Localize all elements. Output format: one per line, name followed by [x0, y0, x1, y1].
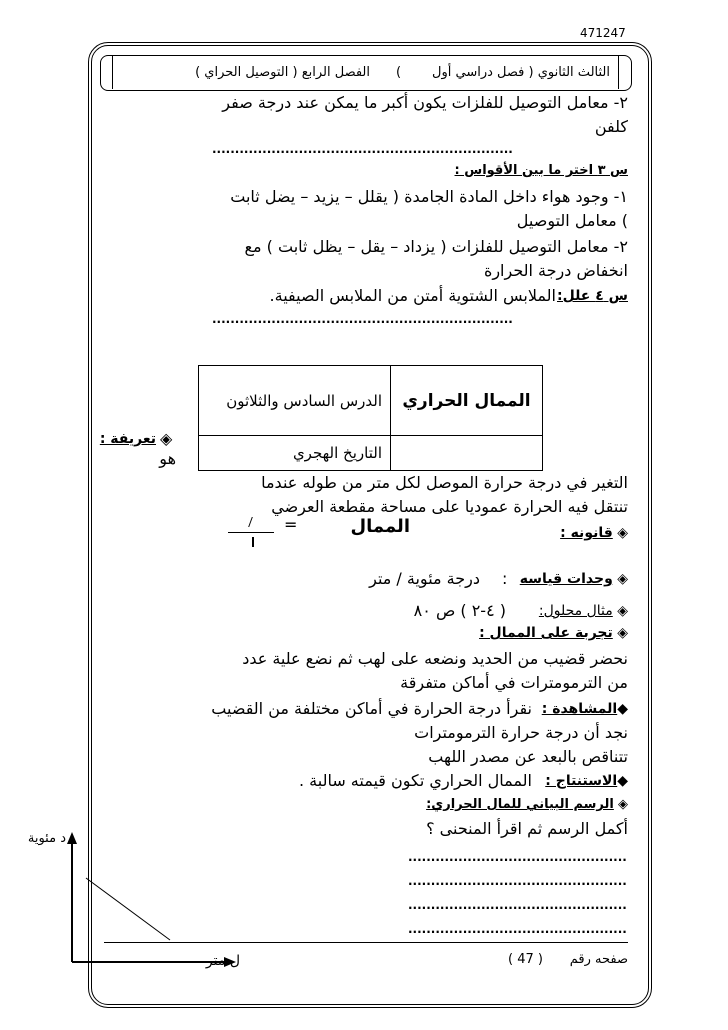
q3-item1-line2: ) معامل التوصيل	[516, 211, 628, 230]
observation-label: المشاهدة :	[541, 701, 618, 717]
q3-item1-line1: ١- وجود هواء داخل المادة الجامدة ( يقلل – يزيد – يضل ثابت	[230, 187, 628, 206]
q2-line2: كلفن	[594, 117, 628, 136]
graph-axes	[0, 830, 728, 1030]
q2-line1: ٢- معامل التوصيل للفلزات يكون أكبر ما يمكن عند درجة صفر	[222, 93, 628, 112]
definition-line1: التغير في درجة حرارة الموصل لكل متر من طوله عندما	[261, 473, 628, 492]
header-paren: (	[396, 65, 402, 80]
conclusion-label: الاستنتاج :	[545, 773, 618, 789]
scroll-curl-right	[618, 55, 631, 89]
y-axis-arrow-icon	[67, 832, 77, 844]
units-value: درجة مئوية / متر	[369, 569, 480, 588]
diamond-icon: ◈	[612, 571, 628, 587]
x-axis-label: ل متر	[205, 953, 240, 969]
graph-dots-2: ................................................	[408, 874, 627, 888]
header-left-text: الفصل الرابع ( التوصيل الحراي )	[195, 65, 370, 80]
lesson-number-cell	[199, 366, 391, 436]
observation-line3: تتناقص بالبعد عن مصدر اللهب	[428, 747, 628, 766]
diamond-icon: ◈	[613, 797, 628, 812]
units-label: وحدات قياسه	[519, 571, 613, 587]
definition-label: تعريفة :	[99, 431, 156, 447]
units-colon: :	[502, 569, 508, 588]
lesson-title: الممال الحراري	[402, 390, 531, 411]
q4-label: س ٤ علل:	[557, 288, 628, 304]
footer-page-label: صفحه رقم	[569, 952, 628, 967]
example-row	[510, 600, 628, 622]
lesson-title-cell	[391, 366, 543, 436]
graph-dots-4: ................................................	[408, 922, 627, 936]
date-label: التاريخ الهجري	[292, 444, 382, 462]
law-term: الممال	[350, 516, 410, 537]
footer-page-value: ( 47 )	[508, 952, 543, 967]
example-value: ( ٤-٢ ) ص ٨٠	[413, 601, 506, 620]
experiment-line1: نحضر قضيب من الحديد ونضعه على لهب ثم نضع علية عدد	[242, 649, 628, 668]
graph-prompt: أكمل الرسم ثم اقرأ المنحنى ؟	[426, 819, 628, 838]
fraction-bar	[228, 532, 274, 533]
header-right-text: الثالث الثانوي ( فصل دراسي أول	[432, 65, 610, 80]
q3-item2-line2: انخفاض درجة الحرارة	[483, 261, 628, 280]
conclusion-row	[536, 770, 628, 792]
graph-curve-line	[86, 878, 170, 940]
law-row	[560, 522, 628, 544]
fraction-denominator-mark	[252, 537, 254, 547]
definition-diamond-icon: ◈	[160, 429, 173, 448]
conclusion-text: الممال الحراري تكون قيمته سالبة .	[298, 771, 532, 790]
bullet-icon: ◆	[617, 701, 628, 717]
bullet-icon: ◆	[617, 773, 628, 789]
page-number-top: 471247	[580, 26, 626, 40]
q3-item2-line1: ٢- معامل التوصيل للفلزات ( يزداد – يقل – يظل ثابت ) مع	[244, 237, 628, 256]
example-label: مثال محلول:	[538, 603, 613, 619]
answer-dots-1: ..................................................................	[212, 142, 513, 156]
observation-line2: نجد أن درجة حرارة الترمومترات	[414, 723, 628, 742]
footer-divider	[104, 942, 628, 943]
experiment-row	[460, 622, 628, 644]
observation-line1: نقرأ درجة الحرارة في أماكن مختلفة من القضيب	[211, 699, 532, 718]
experiment-label: تجربة على الممال :	[479, 625, 613, 641]
answer-dots-2: ..................................................................	[212, 312, 513, 326]
graph-label: الرسم البياني للمال الحراري:	[426, 797, 614, 812]
lesson-table	[198, 365, 543, 471]
graph-row	[400, 796, 628, 814]
scroll-curl-left	[100, 55, 113, 89]
lesson-number: الدرس السادس والثلاثون	[226, 391, 382, 410]
law-label: قانونه :	[560, 525, 613, 541]
date-cell	[199, 436, 391, 471]
y-axis-label: د مئوية	[27, 831, 66, 846]
diamond-icon: ◈	[612, 603, 628, 619]
date-value-cell	[391, 436, 543, 471]
definition-word: هو	[159, 449, 176, 468]
graph-dots-1: ................................................	[408, 850, 627, 864]
q4-text: الملابس الشتوية أمتن من الملابس الصيفية.	[269, 286, 556, 305]
graph-dots-3: ................................................	[408, 898, 627, 912]
q3-title: س ٣ اختر ما بين الأقواس :	[454, 163, 628, 178]
observation-row	[540, 698, 628, 720]
experiment-line2: من الترمومترات في أماكن متفرقة	[400, 673, 628, 692]
definition-line2: تنتقل فيه الحرارة عموديا على مساحة مقطعة العرضي	[271, 497, 628, 516]
law-equals: =	[284, 515, 298, 534]
diamond-icon: ◈	[612, 625, 628, 641]
diamond-icon: ◈	[612, 525, 628, 541]
units-row	[520, 568, 628, 590]
